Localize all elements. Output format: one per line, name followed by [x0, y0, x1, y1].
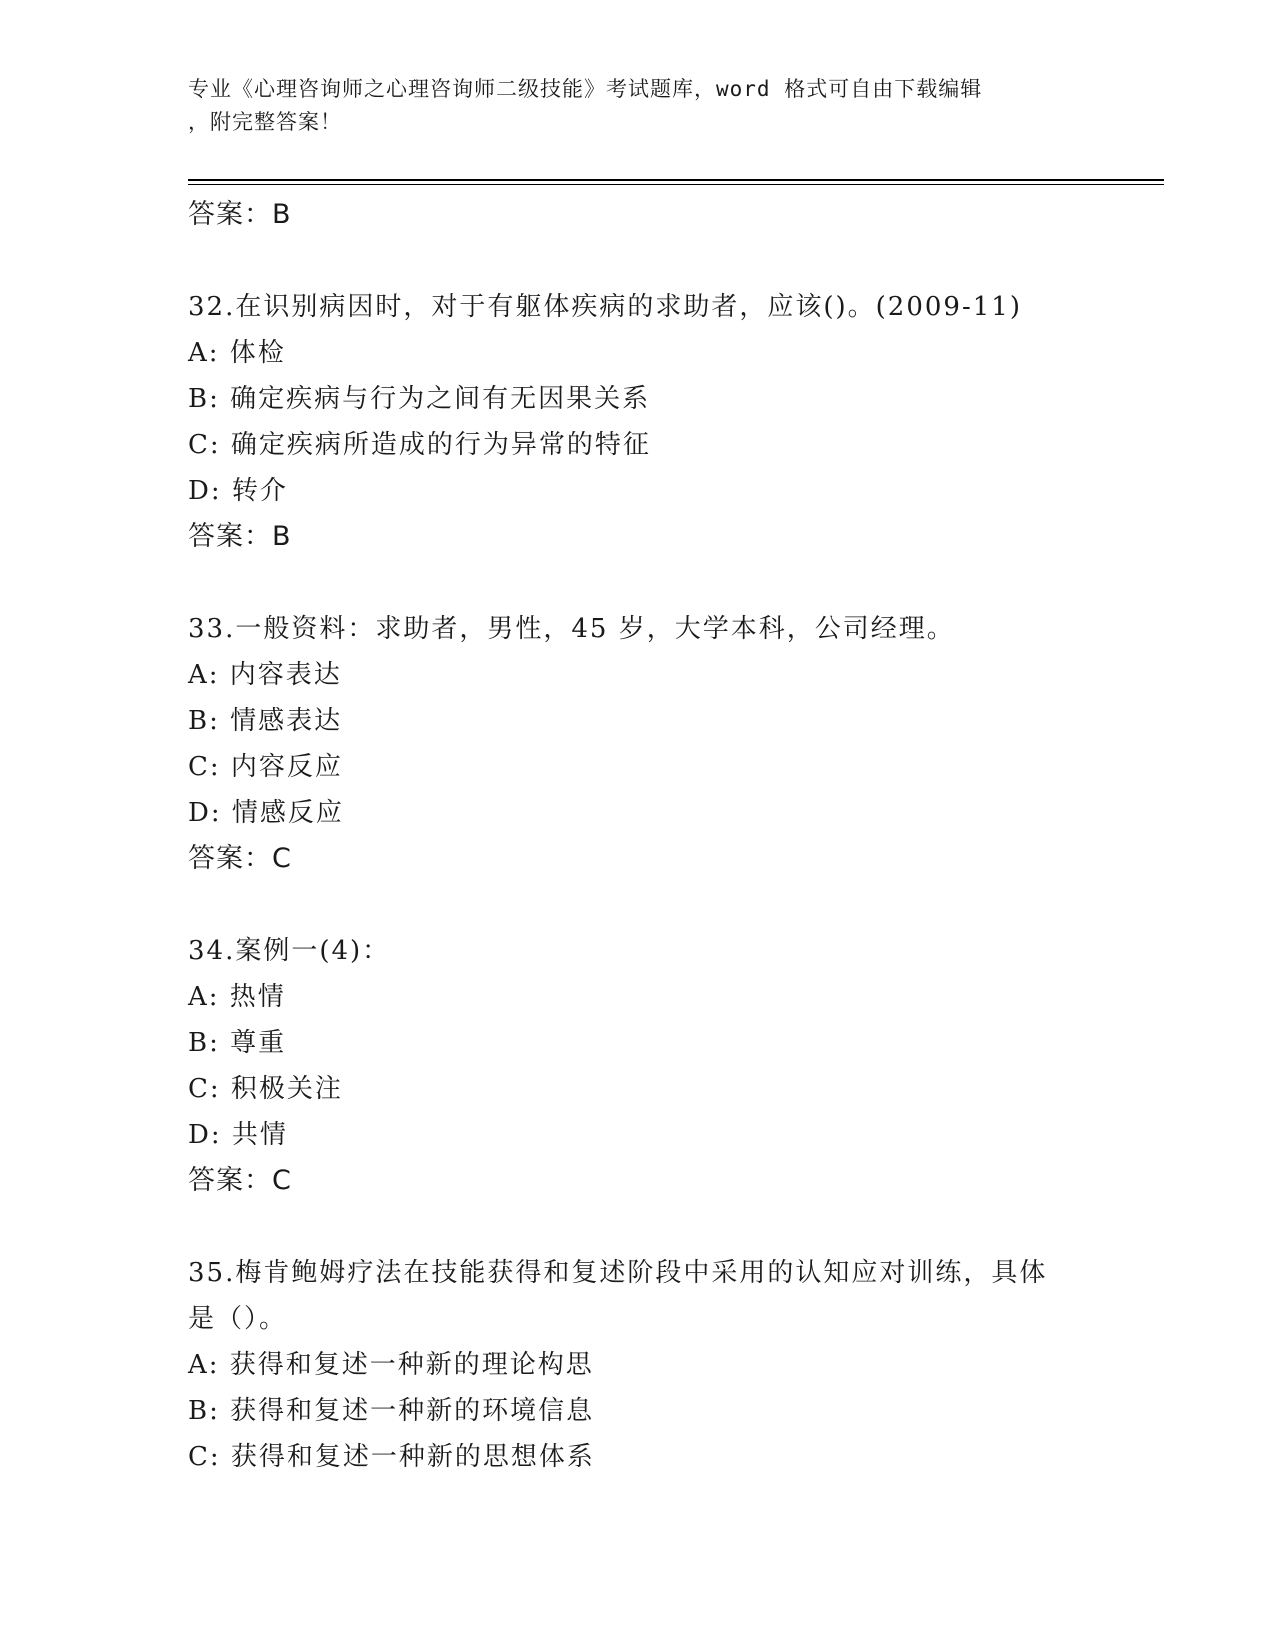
option-c: C: 积极关注 — [188, 1074, 343, 1104]
option-d: D: 转介 — [188, 476, 288, 506]
question-stem-line-2: 是（）。 — [188, 1304, 288, 1334]
document-header — [188, 73, 1068, 139]
option-c: C: 内容反应 — [188, 752, 343, 782]
question-block-34 — [188, 928, 1088, 1204]
option-b: B: 获得和复述一种新的环境信息 — [188, 1396, 595, 1426]
option-a: A: 热情 — [188, 982, 286, 1012]
question-stem: 34.案例一(4)： — [188, 936, 391, 966]
option-a: A: 内容表达 — [188, 660, 342, 690]
option-c: C: 确定疾病所造成的行为异常的特征 — [188, 430, 651, 460]
option-a: A: 获得和复述一种新的理论构思 — [188, 1350, 594, 1380]
header-line-2: ，附完整答案！ — [188, 110, 342, 134]
question-stem: 33.一般资料：求助者，男性，45 岁，大学本科，公司经理。 — [188, 614, 955, 644]
option-b: B: 尊重 — [188, 1028, 287, 1058]
question-block-32 — [188, 284, 1088, 560]
option-d: D: 共情 — [188, 1120, 288, 1150]
question-stem-line-1: 35.梅肯鲍姆疗法在技能获得和复述阶段中采用的认知应对训练，具体 — [188, 1258, 1048, 1288]
option-b: B: 情感表达 — [188, 706, 343, 736]
answer-line: 答案：C — [188, 1165, 292, 1196]
question-list — [188, 192, 1088, 1480]
header-divider — [188, 179, 1164, 181]
option-d: D: 情感反应 — [188, 798, 344, 828]
header-line-1: 专业《心理咨询师之心理咨询师二级技能》考试题库，word 格式可自由下载编辑 — [188, 77, 983, 101]
answer-line: 答案：B — [188, 199, 292, 230]
answer-line: 答案：B — [188, 521, 292, 552]
option-a: A: 体检 — [188, 338, 286, 368]
header-divider-thin — [188, 184, 1164, 185]
question-block-35 — [188, 1250, 1088, 1480]
option-c: C: 获得和复述一种新的思想体系 — [188, 1442, 595, 1472]
option-b: B: 确定疾病与行为之间有无因果关系 — [188, 384, 651, 414]
answer-line: 答案：C — [188, 843, 292, 874]
question-block-33 — [188, 606, 1088, 882]
question-stem: 32.在识别病因时，对于有躯体疾病的求助者，应该()。(2009-11) — [188, 292, 1022, 322]
